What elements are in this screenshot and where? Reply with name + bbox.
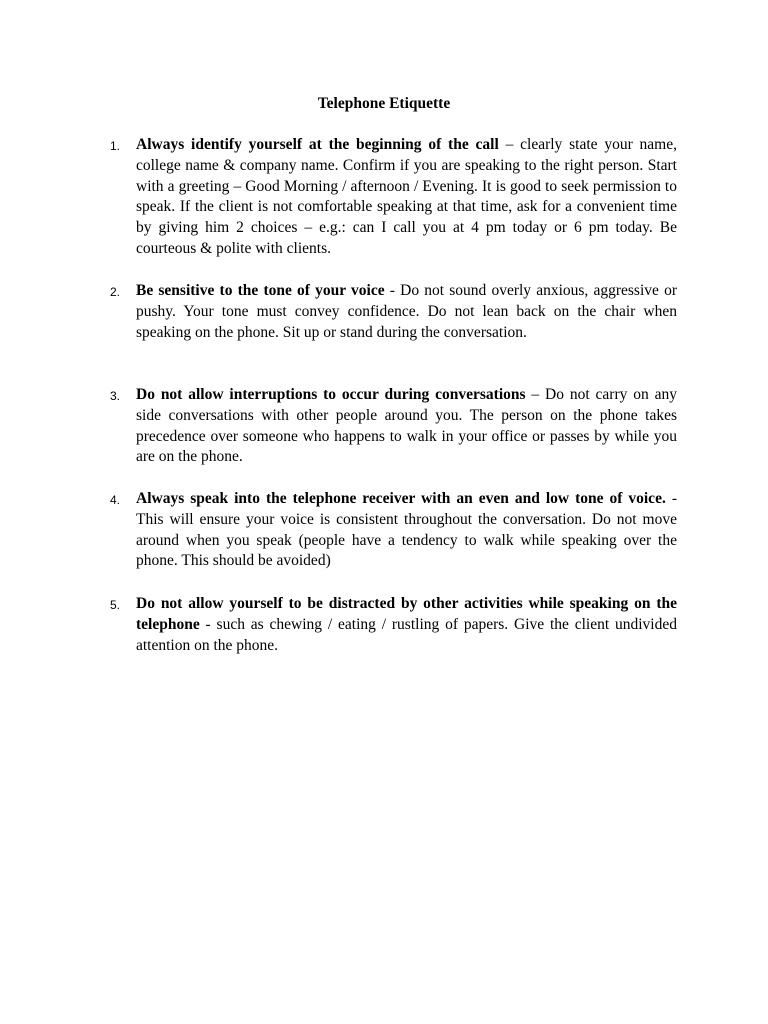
list-item-number: 5. [110, 598, 121, 612]
list-item-body: – Do not carry on any side conversations with other people around you. The person on the phone takes precedence over someone who happens to walk in your office or passes by while you are on the phone. [136, 386, 677, 466]
list-item-text [136, 594, 677, 656]
list-item-body: – clearly state your name, college name & company name. Confirm if you are speaking to the right person. Start with a greeting – Good Morning / afternoon / Evening. It is good to seek permission to speak. If the client is not comfortable speaking at that time, ask for a convenient time by giving him 2 choices – e.g.: can I call you at 4 pm today or 6 pm today. Be courteous & polite with clients. [136, 136, 677, 257]
list-item-text [136, 489, 677, 572]
list-item-heading: Always identify yourself at the beginning of the call [136, 136, 499, 153]
list-item-number: 4. [110, 493, 121, 507]
list-item-heading: Do not allow yourself to be distracted by other activities while speaking on the telephone [136, 595, 677, 633]
list-item-text [136, 281, 677, 343]
list-item-body: - This will ensure your voice is consistent throughout the conversation. Do not move around when you speak (people have a tendency to walk while speaking over the phone. This should be avoided) [136, 490, 677, 570]
list-item-number: 2. [110, 285, 121, 299]
list-item-body: - Do not sound overly anxious, aggressive or pushy. Your tone must convey confidence. Do not lean back on the chair when speaking on the phone. Sit up or stand during the conversation. [136, 282, 677, 341]
list-item-heading: Do not allow interruptions to occur during conversations [136, 386, 526, 403]
list-item-text [136, 135, 677, 260]
list-item-body: - such as chewing / eating / rustling of papers. Give the client undivided attention on the phone. [136, 615, 677, 654]
list-item-number: 1. [110, 139, 121, 153]
list-item-heading: Be sensitive to the tone of your voice [136, 282, 385, 299]
list-item-number: 3. [110, 389, 121, 403]
list-item-text [136, 385, 677, 468]
list-item-heading: Always speak into the telephone receiver with an even and low tone of voice. [136, 490, 666, 507]
page-title: Telephone Etiquette [317, 95, 451, 112]
